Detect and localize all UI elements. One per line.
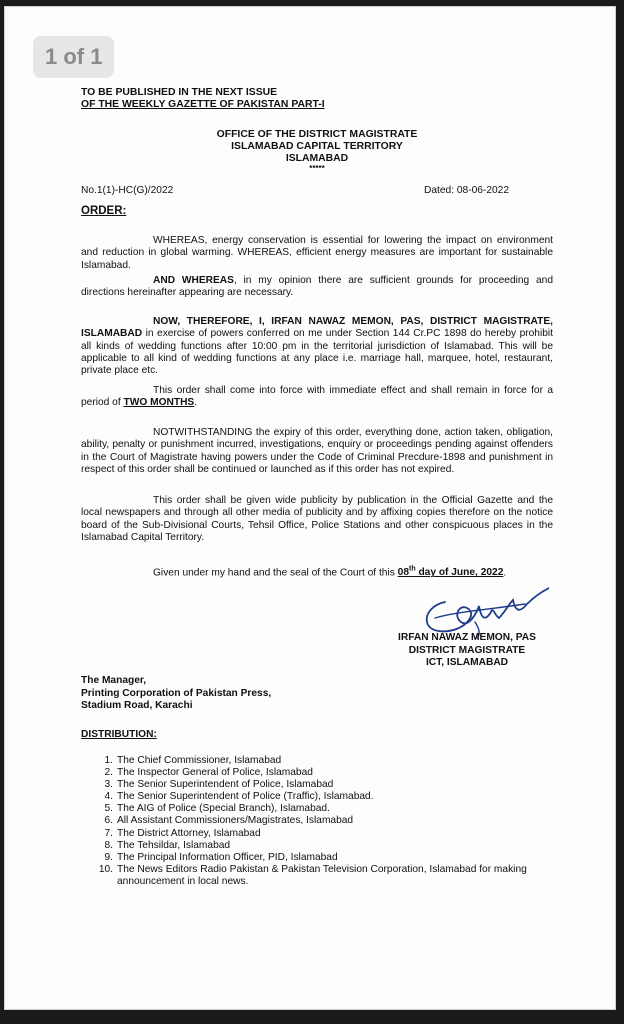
list-item-number: 5.	[104, 803, 113, 815]
paragraph-force	[81, 385, 553, 410]
gazette-notice	[81, 87, 325, 111]
office-line-3: ISLAMABAD	[285, 153, 349, 164]
reference-number: No.1(1)-HC(G)/2022	[81, 185, 174, 196]
signatory-office: ICT, ISLAMABAD	[425, 657, 509, 668]
list-item	[95, 755, 535, 767]
list-item	[95, 840, 535, 852]
list-item	[95, 815, 535, 827]
paragraph-4-end: .	[194, 397, 198, 409]
paragraph-2-bold: AND WHEREAS	[153, 275, 234, 286]
addressee-block	[81, 675, 271, 713]
paragraph-and-whereas	[81, 275, 553, 300]
list-item	[95, 779, 535, 791]
addressee-line-3: Stadium Road, Karachi	[81, 700, 193, 711]
list-item-number: 3.	[104, 779, 113, 791]
given-day: 08	[397, 567, 409, 579]
office-line-1: OFFICE OF THE DISTRICT MAGISTRATE	[216, 129, 418, 140]
list-item	[95, 828, 535, 840]
list-item-text: The District Attorney, Islamabad	[117, 827, 261, 839]
list-item	[95, 803, 535, 815]
list-item-number: 4.	[104, 791, 113, 803]
signatory-block	[381, 632, 553, 670]
given-under-hand	[153, 564, 553, 580]
paragraph-notwithstanding	[81, 427, 553, 476]
document-page	[4, 6, 616, 1010]
list-item-number: 9.	[104, 851, 113, 863]
paragraph-2-text: , in my opinion there are sufficient grounds for proceeding and directions hereinafter appearing are necessary.	[81, 275, 554, 299]
paragraph-publicity	[81, 495, 553, 544]
header-stars: *****	[309, 164, 325, 173]
given-text: Given under my hand and the seal of the Court of this	[153, 567, 398, 579]
distribution-heading: DISTRIBUTION:	[81, 729, 157, 740]
given-date	[397, 566, 507, 579]
list-item-number: 2.	[104, 767, 113, 779]
addressee-line-1: The Manager,	[81, 675, 147, 686]
gazette-line-2: OF THE WEEKLY GAZETTE OF PAKISTAN PART-I	[81, 99, 325, 110]
paragraph-4-text: This order shall come into force with immediate effect and shall remain in force for a period of	[81, 385, 553, 409]
paragraph-4-duration: TWO MONTHS	[123, 397, 195, 409]
given-end: .	[503, 567, 507, 579]
list-item-number: 10.	[98, 863, 113, 875]
list-item-number: 1.	[104, 755, 113, 766]
signatory-name: IRFAN NAWAZ MEMON, PAS	[398, 632, 536, 643]
paragraph-3-text: in exercise of powers conferred on me under Section 144 Cr.PC 1898 do hereby prohibit all kinds of wedding functions after 10:00 pm in the territorial jurisdiction of Islamabad. This will be applicable to all kind of wedding functions at any place i.e. marriage hall, marquee, hotel, restaurant, private place etc.	[81, 328, 553, 377]
list-item	[95, 767, 535, 779]
list-item-number: 6.	[104, 815, 113, 827]
signatory-title: DISTRICT MAGISTRATE	[408, 644, 526, 656]
page-counter-badge: 1 of 1	[33, 36, 114, 78]
list-item-text: The Tehsildar, Islamabad	[117, 839, 231, 851]
order-heading: ORDER:	[81, 205, 127, 217]
paragraph-5-text: NOTWITHSTANDING the expiry of this order, everything done, action taken, obligation, ability, penalty or punishment incurred, investigations, enquiry or proceedings pending against offenders in the Court of Magistrate having powers under the Code of Criminal Precdure-1898 and punishment in respect of this order shall be continued or launched as if this order has not expired.	[81, 427, 553, 475]
addressee-line-2: Printing Corporation of Pakistan Press,	[81, 687, 272, 699]
list-item	[95, 864, 535, 888]
gazette-line-1: TO BE PUBLISHED IN THE NEXT ISSUE	[81, 87, 278, 98]
paragraph-whereas	[81, 235, 553, 272]
list-item-text: The Senior Superintendent of Police (Traffic), Islamabad.	[117, 791, 374, 803]
office-header	[81, 129, 553, 173]
reference-line	[81, 185, 553, 197]
list-item-number: 8.	[104, 839, 113, 851]
office-line-2: ISLAMABAD CAPITAL TERRITORY	[231, 141, 403, 152]
list-item-text: The AIG of Police (Special Branch), Islamabad.	[117, 803, 330, 815]
list-item	[95, 852, 535, 864]
list-item-number: 7.	[104, 827, 113, 839]
list-item-text: All Assistant Commissioners/Magistrates, Islamabad	[117, 815, 354, 827]
list-item-text: The Senior Superintendent of Police, Islamabad	[117, 779, 334, 791]
paragraph-3-bold: NOW, THEREFORE, I, IRFAN NAWAZ MEMON, PAS, DISTRICT MAGISTRATE, ISLAMABAD	[81, 316, 553, 340]
distribution-list	[95, 755, 535, 888]
paragraph-now-therefore	[81, 316, 553, 377]
order-date: Dated: 08-06-2022	[424, 185, 509, 196]
list-item	[95, 791, 535, 803]
paragraph-6-text: This order shall be given wide publicity by publication in the Official Gazette and the local newspapers and through all other media of publicity and by affixing copies therefore on the notice board of the Sub-Divisional Courts, Tehsil Office, Police Stations and other conspicuous places in the Islamabad Capital Territory.	[81, 495, 553, 543]
given-month-year: day of June, 2022	[415, 567, 504, 579]
list-item-text: The Principal Information Officer, PID, Islamabad	[117, 851, 338, 863]
list-item-text: The Chief Commissioner, Islamabad	[117, 755, 282, 766]
given-day-suffix: th	[409, 566, 416, 573]
paragraph-1-text: WHEREAS, energy conservation is essential for lowering the impact on environment and reduction in global warming. WHEREAS, efficient energy measures are important for sustainable Islamabad.	[81, 235, 553, 271]
list-item-text: The News Editors Radio Pakistan & Pakistan Television Corporation, Islamabad for making announcement in local news.	[117, 863, 527, 887]
list-item-text: The Inspector General of Police, Islamabad	[117, 767, 313, 779]
